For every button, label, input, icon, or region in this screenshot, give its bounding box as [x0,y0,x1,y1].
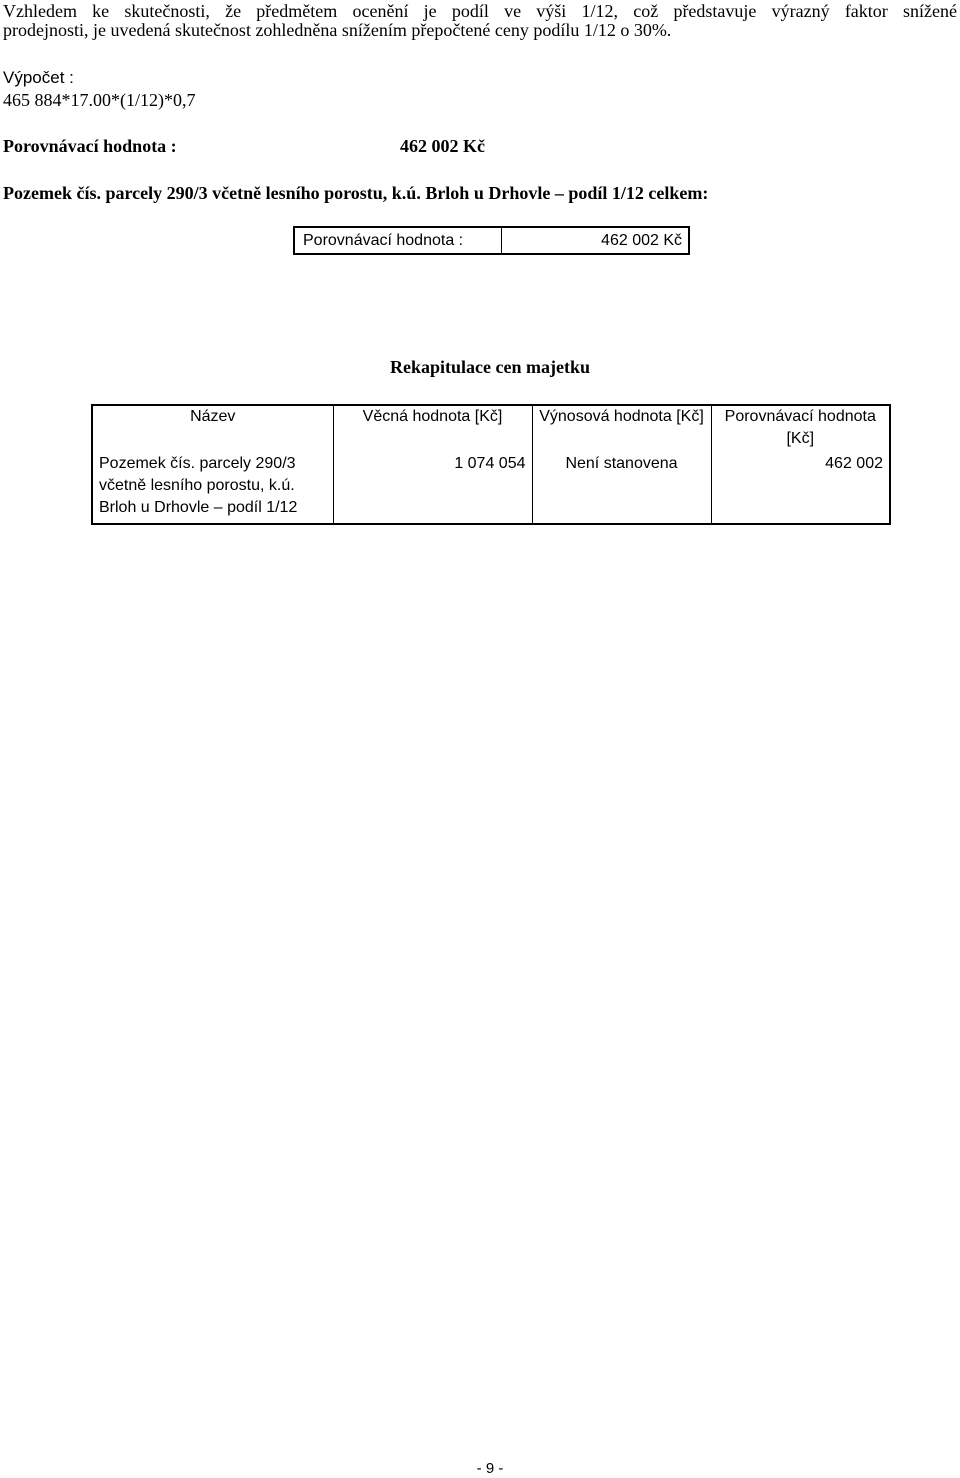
recap-table [91,404,891,525]
summary-box-value: 462 002 Kč [601,232,682,249]
recap-table-header-row [92,405,890,453]
intro-paragraph-line-2: prodejnosti, je uvedená skutečnost zohledněna snížením přepočtené ceny podílu 1/12 o 30%. [3,20,672,40]
summary-box [293,226,690,255]
table-row [92,453,890,524]
parcel-heading: Pozemek čís. parcely 290/3 včetně lesního porostu, k.ú. Brloh u Drhovle – podíl 1/12 celkem: [3,183,709,203]
comparative-value-label: Porovnávací hodnota : [3,136,177,156]
calculation-expression: 465 884*17.00*(1/12)*0,7 [3,90,196,110]
recap-header-income-value: Výnosová hodnota [Kč] [532,405,711,453]
recap-cell-name: Pozemek čís. parcely 290/3 včetně lesního porostu, k.ú. Brloh u Drhovle – podíl 1/12 [99,455,298,516]
recap-title: Rekapitulace cen majetku [390,357,590,377]
recap-cell-income-value: Není stanovena [532,453,711,524]
recap-header-name: Název [190,408,236,425]
intro-paragraph-line-1: Vzhledem ke skutečnosti, že předmětem ocenění je podíl ve výši 1/12, což představuje výrazný faktor snížené [3,1,957,21]
recap-header-asset-value: Věcná hodnota [Kč] [333,405,532,453]
summary-box-label: Porovnávací hodnota : [295,228,502,253]
recap-cell-asset-value: 1 074 054 [333,453,532,524]
recap-header-comparative-value: Porovnávací hodnota [Kč] [711,405,890,453]
calculation-label: Výpočet : [3,68,74,87]
page-number: - 9 - [476,1460,504,1477]
recap-cell-comparative-value: 462 002 [711,453,890,524]
comparative-value: 462 002 Kč [400,136,485,156]
